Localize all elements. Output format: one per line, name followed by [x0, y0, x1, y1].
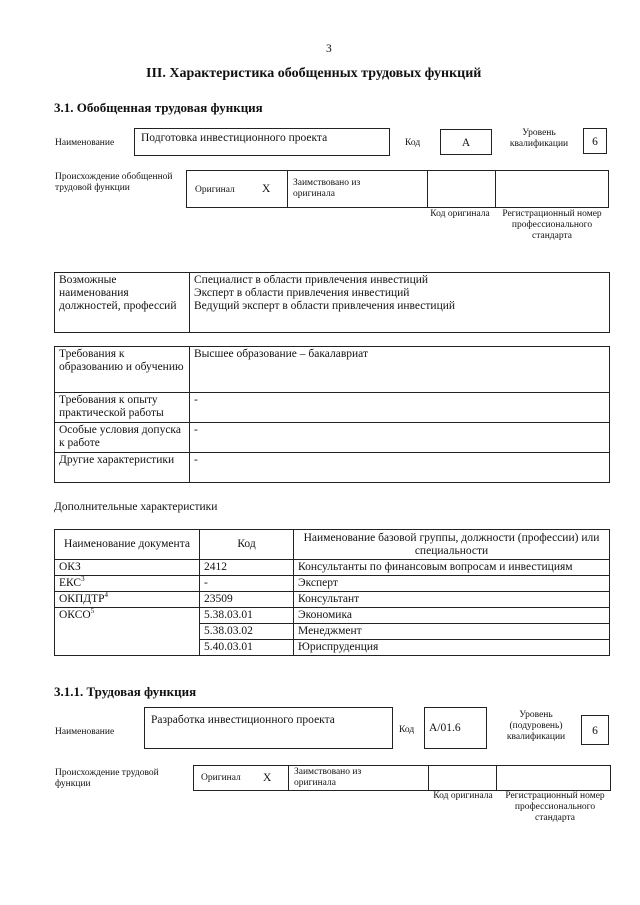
header-code: Код	[200, 530, 294, 560]
gtf-heading: 3.1. Обобщенная трудовая функция	[54, 100, 263, 115]
req-value: -	[190, 453, 610, 483]
req-label: Особые условия допуска к работе	[55, 423, 190, 453]
row-code: -	[200, 576, 294, 592]
tf-level-value: 6	[592, 725, 598, 737]
tf-code-field	[424, 707, 487, 749]
row-code: 5.38.03.02	[200, 624, 294, 640]
gtf-name-field	[134, 128, 390, 156]
tf-level-field	[581, 715, 609, 745]
row-doc: ОКЗ	[55, 560, 200, 576]
tf-borrowed-label: Заимствовано из оригинала	[294, 767, 362, 788]
row-name: Консультанты по финансовым вопросам и инвестициям	[294, 560, 610, 576]
tf-heading: 3.1.1. Трудовая функция	[54, 684, 197, 699]
req-value: -	[190, 393, 610, 423]
positions-value: Специалист в области привлечения инвестиций Эксперт в области привлечения инвестиций Ведущий эксперт в области привлечения инвестиций	[190, 273, 610, 333]
req-label: Требования к образованию и обучению	[55, 347, 190, 393]
tf-origin-table	[193, 765, 611, 791]
row-name: Менеджмент	[294, 624, 610, 640]
gtf-original-mark: X	[262, 183, 271, 195]
gtf-level-label: Уровень квалификации	[509, 128, 569, 149]
tf-name-field	[144, 707, 393, 749]
gtf-borrowed-label: Заимствовано из оригинала	[293, 178, 361, 199]
gtf-code-value: А	[461, 137, 471, 149]
tf-code-original-label: Код оригинала	[433, 791, 493, 801]
tf-level-label: Уровень (подуровень) квалификации	[506, 710, 566, 742]
gtf-original-label: Оригинал	[195, 185, 235, 195]
req-value: -	[190, 423, 610, 453]
row-name: Эксперт	[294, 576, 610, 592]
gtf-code-original-label: Код оригинала	[430, 209, 490, 219]
row-code: 5.38.03.01	[200, 608, 294, 624]
gtf-name-value: Подготовка инвестиционного проекта	[141, 132, 328, 144]
positions-label: Возможные наименования должностей, профессий	[55, 273, 190, 333]
gtf-level-field	[583, 128, 607, 154]
gtf-origin-label: Происхождение обобщенной трудовой функции	[55, 172, 173, 193]
gtf-name-label: Наименование	[55, 138, 115, 148]
row-name: Экономика	[294, 608, 610, 624]
requirements-table	[54, 346, 610, 483]
tf-origin-label: Происхождение трудовой функции	[55, 768, 159, 789]
additional-heading: Дополнительные характеристики	[54, 501, 218, 513]
row-code: 2412	[200, 560, 294, 576]
gtf-code-label: Код	[405, 138, 421, 148]
tf-original-mark: X	[263, 772, 272, 784]
tf-original-label: Оригинал	[201, 773, 241, 783]
row-name: Юриспруденция	[294, 640, 610, 656]
header-doc: Наименование документа	[55, 530, 200, 560]
req-label: Требования к опыту практической работы	[55, 393, 190, 423]
row-doc: ОКСО$^5$	[55, 608, 200, 656]
tf-name-label: Наименование	[55, 727, 115, 737]
tf-code-value: А/01.6	[429, 722, 461, 734]
req-value: Высшее образование – бакалавриат	[190, 347, 610, 393]
header-name: Наименование базовой группы, должности (профессии) или специальности	[294, 530, 610, 560]
positions-table	[54, 272, 610, 333]
row-code: 23509	[200, 592, 294, 608]
section-title: III. Характеристика обобщенных трудовых функций	[146, 66, 482, 81]
req-label: Другие характеристики	[55, 453, 190, 483]
additional-table	[54, 529, 610, 656]
tf-code-label: Код	[399, 725, 415, 735]
row-doc: ЕКС$^3$	[55, 576, 200, 592]
row-name: Консультант	[294, 592, 610, 608]
gtf-reg-number-label: Регистрационный номер профессионального стандарта	[502, 209, 602, 241]
gtf-level-value: 6	[592, 136, 598, 148]
tf-name-value: Разработка инвестиционного проекта	[151, 714, 335, 726]
row-code: 5.40.03.01	[200, 640, 294, 656]
tf-reg-number-label: Регистрационный номер профессионального стандарта	[505, 791, 605, 823]
gtf-code-field	[440, 129, 492, 155]
page-number: 3	[326, 43, 332, 55]
row-doc: ОКПДТР$^4$	[55, 592, 200, 608]
gtf-origin-table	[186, 170, 609, 208]
